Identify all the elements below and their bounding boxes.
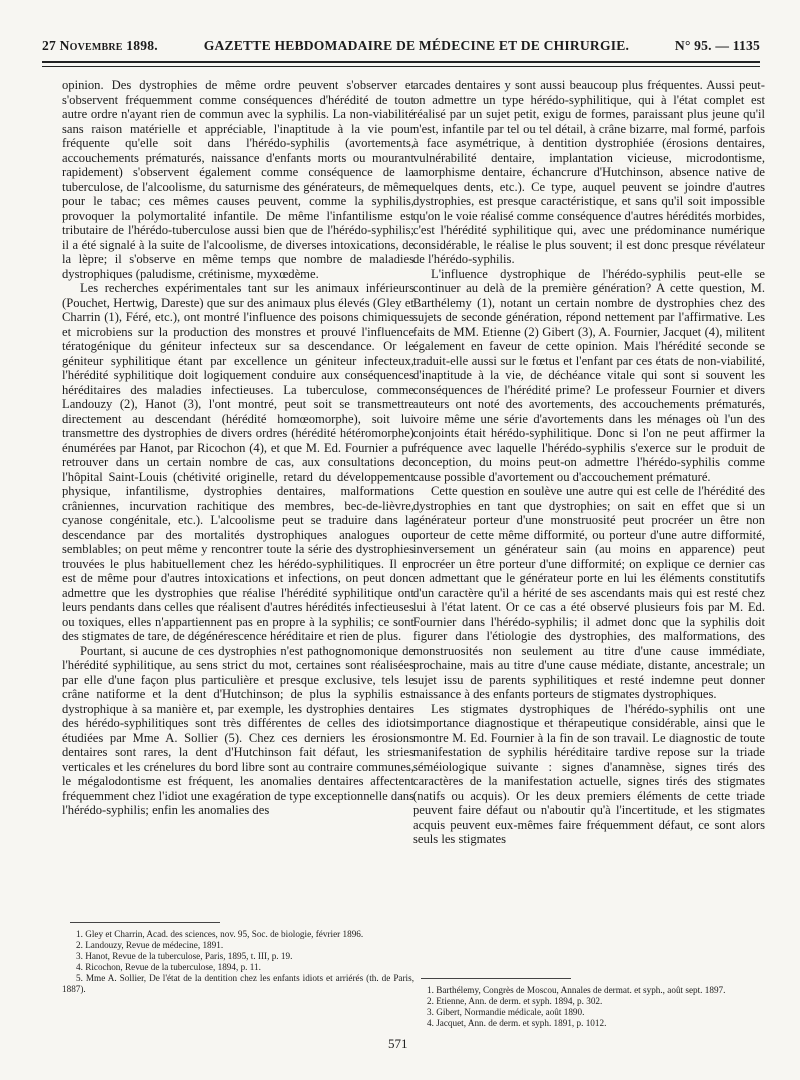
footnote: 4. Ricochon, Revue de la tuberculose, 1894, p. 11. — [76, 962, 261, 972]
footnote-separator — [421, 978, 571, 979]
left-paragraph-2: Les recherches expérimentales tant sur les animaux inférieurs (Pouchet, Hertwig, Dareste) que sur des animaux plus élevés (Gley et Charrin (1), Féré, etc.), ont montré l'influence des poisons chimiques et microbiens sur la production des monstres et prouvé l'influence tératogénique du géniteur infecteux sur sa descendance. Or le géniteur syphilitique étant par excellence un géniteur infecteux, l'hérédité syphilitique doit logiquement conduire aux conséquences héréditaires des maladies infectieuses. La tuberculose, comme Landouzy (2), Hanot (3), l'ont montré, peut soit se transmettre directement au descendant (hérédité homœomorphe), soit lui transmettre des dystrophies de divers ordres (hérédité hétéromorphe) énumérées par Hanot, par Ricochon (4), et que M. Ed. Fournier a pu retrouver dans un certain nombre de cas, aux consultations de l'hôpital Saint-Louis (chétivité originelle, retard du développement physique, infantilisme, dystrophies dentaires, malformations crâniennes, incurvation rachitique des membres, bec-de-lièvre, cyanose congénitale, etc.). L'alcoolisme peut se traduire dans la descendance par des mortalités dystrophiques analogues ou semblables; on peut même y rencontrer toute la série des dystrophies trouvées le plus habituellement chez les hérédo-syphilitiques. Il en est de même pour d'autres intoxications et infections, on peut donc admettre que les dystrophies que réalise l'hérédité syphilitique ont leurs pendants dans celles que réalisent d'autres hérédités infectieuses ou toxiques, elles n'appartiennent pas en propre à la syphilis; ce sont des stigmates de tare, de dégénérescence héréditaire et rien de plus. — [62, 281, 414, 643]
left-paragraph-3: Pourtant, si aucune de ces dystrophies n'est pathognomonique de l'hérédité syphilitique, au sens strict du mot, certaines sont réalisées par elle d'une façon plus particulière et presque exclusive, tels le crâne natiforme et la dent d'Hutchinson; de plus la syphilis est dystrophique à sa manière et, par exemple, les dystrophies dentaires des hérédo-syphilitiques sont très différentes de celles des idiots étudiées par Mme A. Sollier (5). Chez ces derniers les érosions dentaires sont rares, la dent d'Hutchinson fait défaut, les stries verticales et les crénelures du bord libre sont au contraire communes, le mégalodontisme est fréquent, les anomalies dentaires affectent fréquemment chez l'idiot une exagération de type exceptionnelle dans l'hérédo-syphilis; enfin les anomalies des — [62, 643, 414, 817]
left-paragraph-1: opinion. Des dystrophies de même ordre peuvent s'observer et s'observent fréquemment comme conséquences d'hérédité de tout autre ordre n'ayant rien de commun avec la syphilis. La non-viabilité sans raison matérielle et appréciable, l'inaptitude à la vie pour fréquente qu'elle soit dans l'hérédo-syphilis (avortements, accouchements prématurés, naissance d'enfants morts ou mourant rapidement) s'observent également comme conséquence de la tuberculose, de l'alcoolisme, du saturnisme des générateurs, de même pour le tabac; ces mêmes causes peuvent, comme la syphilis, provoquer la polymortalité infantile. De même l'infantilisme est tributaire de l'hérédo-tuberculose aussi bien que de l'hérédo-syphilis; il a été signalé à la suite de l'alcoolisme, de diverses intoxications, de la lèpre; il s'observe en même temps que nombre de maladies dystrophiques (paludisme, crétinisme, myxœdème. — [62, 78, 414, 281]
right-column — [413, 78, 765, 847]
right-paragraph-4: Les stigmates dystrophiques de l'hérédo-syphilis ont une importance diagnostique et thérapeutique considérable, ainsi que le montre M. Ed. Fournier à la fin de son travail. Le diagnostic de toute manifestation de syphilis héréditaire tardive repose sur la triade séméiologique suivante : signes d'anamnèse, signes tirés des caractères de la manifestation actuelle, signes tirés des stigmates (natifs ou acquis). Or les deux premiers éléments de cette triade peuvent faire défaut ou n'aboutir qu'à l'incertitude, et les stigmates acquis peuvent eux-mêmes faire fréquemment défaut, ce sont alors seuls les stigmates — [413, 701, 765, 846]
footnote: 2. Landouzy, Revue de médecine, 1891. — [76, 940, 224, 950]
footnote: 2. Etienne, Ann. de derm. et syph. 1894, p. 302. — [427, 996, 603, 1006]
header-date: 27 Novembre 1898. — [42, 38, 158, 53]
footnote: 3. Gibert, Normandie médicale, août 1890. — [427, 1007, 585, 1017]
header-page-number: N° 95. — 1135 — [674, 38, 760, 53]
left-footnotes — [62, 922, 414, 995]
right-paragraph-3: Cette question en soulève une autre qui est celle de l'hérédité des dystrophies en tant que dystrophies; on sait en effet que si un générateur porteur d'une monstruosité peut procréer un être non porteur de cette même difformité, ou porteur d'une autre difformité, inversement un générateur sain (au moins en apparence) peut procréer un être porteur d'une difformité; on explique ce dernier cas en admettant que le générateur porte en lui les éléments constitutifs d'un caractère qu'il a hérité de ses ascendants mais qui est resté chez lui à l'état latent. Or ce cas a été observé plusieurs fois par M. Ed. Fournier dans l'hérédo-syphilis; il admet donc que la syphilis doit figurer dans l'étiologie des dystrophies, des malformations, des monstruosités non seulement au titre d'une cause immédiate, prochaine, mais au titre d'une cause médiate, distante, ancestrale; un sujet issu de parents syphilitiques et resté indemne peut donner naissance à des enfants porteurs de stigmates dystrophiques. — [413, 484, 765, 701]
left-column — [62, 78, 414, 818]
footnote-separator — [70, 922, 220, 923]
footnote: 1. Barthélemy, Congrès de Moscou, Annales de dermat. et syph., août sept. 1897. — [427, 985, 726, 995]
right-paragraph-1: arcades dentaires y sont aussi beaucoup plus fréquentes. Aussi peut-on admettre un type hérédo-syphilitique, qui à l'état complet est réalisé par un sujet petit, exigu de formes, paraissant plus jeune qu'il n'est, infantile par tel ou tel détail, à crâne bizarre, mal formé, parfois à face asymétrique, à dentition dystrophiée (érosions dentaires, vulnérabilité dentaire, implantation vicieuse, microdontisme, amorphisme dentaire, échancrure d'Hutchinson, absence native de quelques dents, etc.). Ce type, auquel peuvent se joindre d'autres dystrophies, est presque caractéristique, et sans qu'il soit impossible qu'on le voie réalisé comme conséquence d'autres hérédités morbides, c'est l'hérédité syphilitique qui, avec une prédominance numérique considérable, le réalise le plus souvent; il est donc presque révélateur de l'hérédo-syphilis. — [413, 78, 765, 266]
footnote: 5. Mme A. Sollier, De l'état de la dentition chez les enfants idiots et arriérés (th. de Paris, 1887). — [62, 973, 414, 994]
footnote: 1. Gley et Charrin, Acad. des sciences, nov. 95, Soc. de biologie, février 1896. — [76, 929, 364, 939]
header-rule — [42, 61, 760, 67]
folio-page-number: 571 — [388, 1036, 408, 1051]
right-footnotes — [413, 978, 765, 1029]
header-title: GAZETTE HEBDOMADAIRE DE MÉDECINE ET DE CHIRURGIE. — [203, 38, 630, 53]
right-paragraph-2: L'influence dystrophique de l'hérédo-syphilis peut-elle se continuer au delà de la première génération? A cette question, M. Barthélemy (1), notant un certain nombre de dystrophies chez des sujets de seconde génération, répond nettement par l'affirmative. Les faits de MM. Etienne (2) Gibert (3), A. Fournier, Jacquet (4), militent également en faveur de cette opinion. Mais l'hérédité seconde se traduit-elle aussi sur le fœtus et l'enfant par ces états de non-viabilité, d'inaptitude à la vie, de déchéance vitale qui sont si souvent les conséquences de l'hérédité prime? Le professeur Fournier et divers auteurs ont noté des avortements, des accouchements prématurés, voire même une série d'avortements dans les ménages où l'un des conjoints était hérédo-syphilitique. Donc si l'on ne peut affirmer la fréquence avec laquelle l'hérédo-syphilis s'exerce sur le produit de conception, du moins peut-on admettre l'hérédo-syphilis comme cause possible d'avortement ou d'accouchement prématuré. — [413, 266, 765, 484]
running-header — [42, 38, 760, 58]
footnote: 4. Jacquet, Ann. de derm. et syph. 1891, p. 1012. — [427, 1018, 607, 1028]
footnote: 3. Hanot, Revue de la tuberculose, Paris, 1895, t. III, p. 19. — [76, 951, 293, 961]
